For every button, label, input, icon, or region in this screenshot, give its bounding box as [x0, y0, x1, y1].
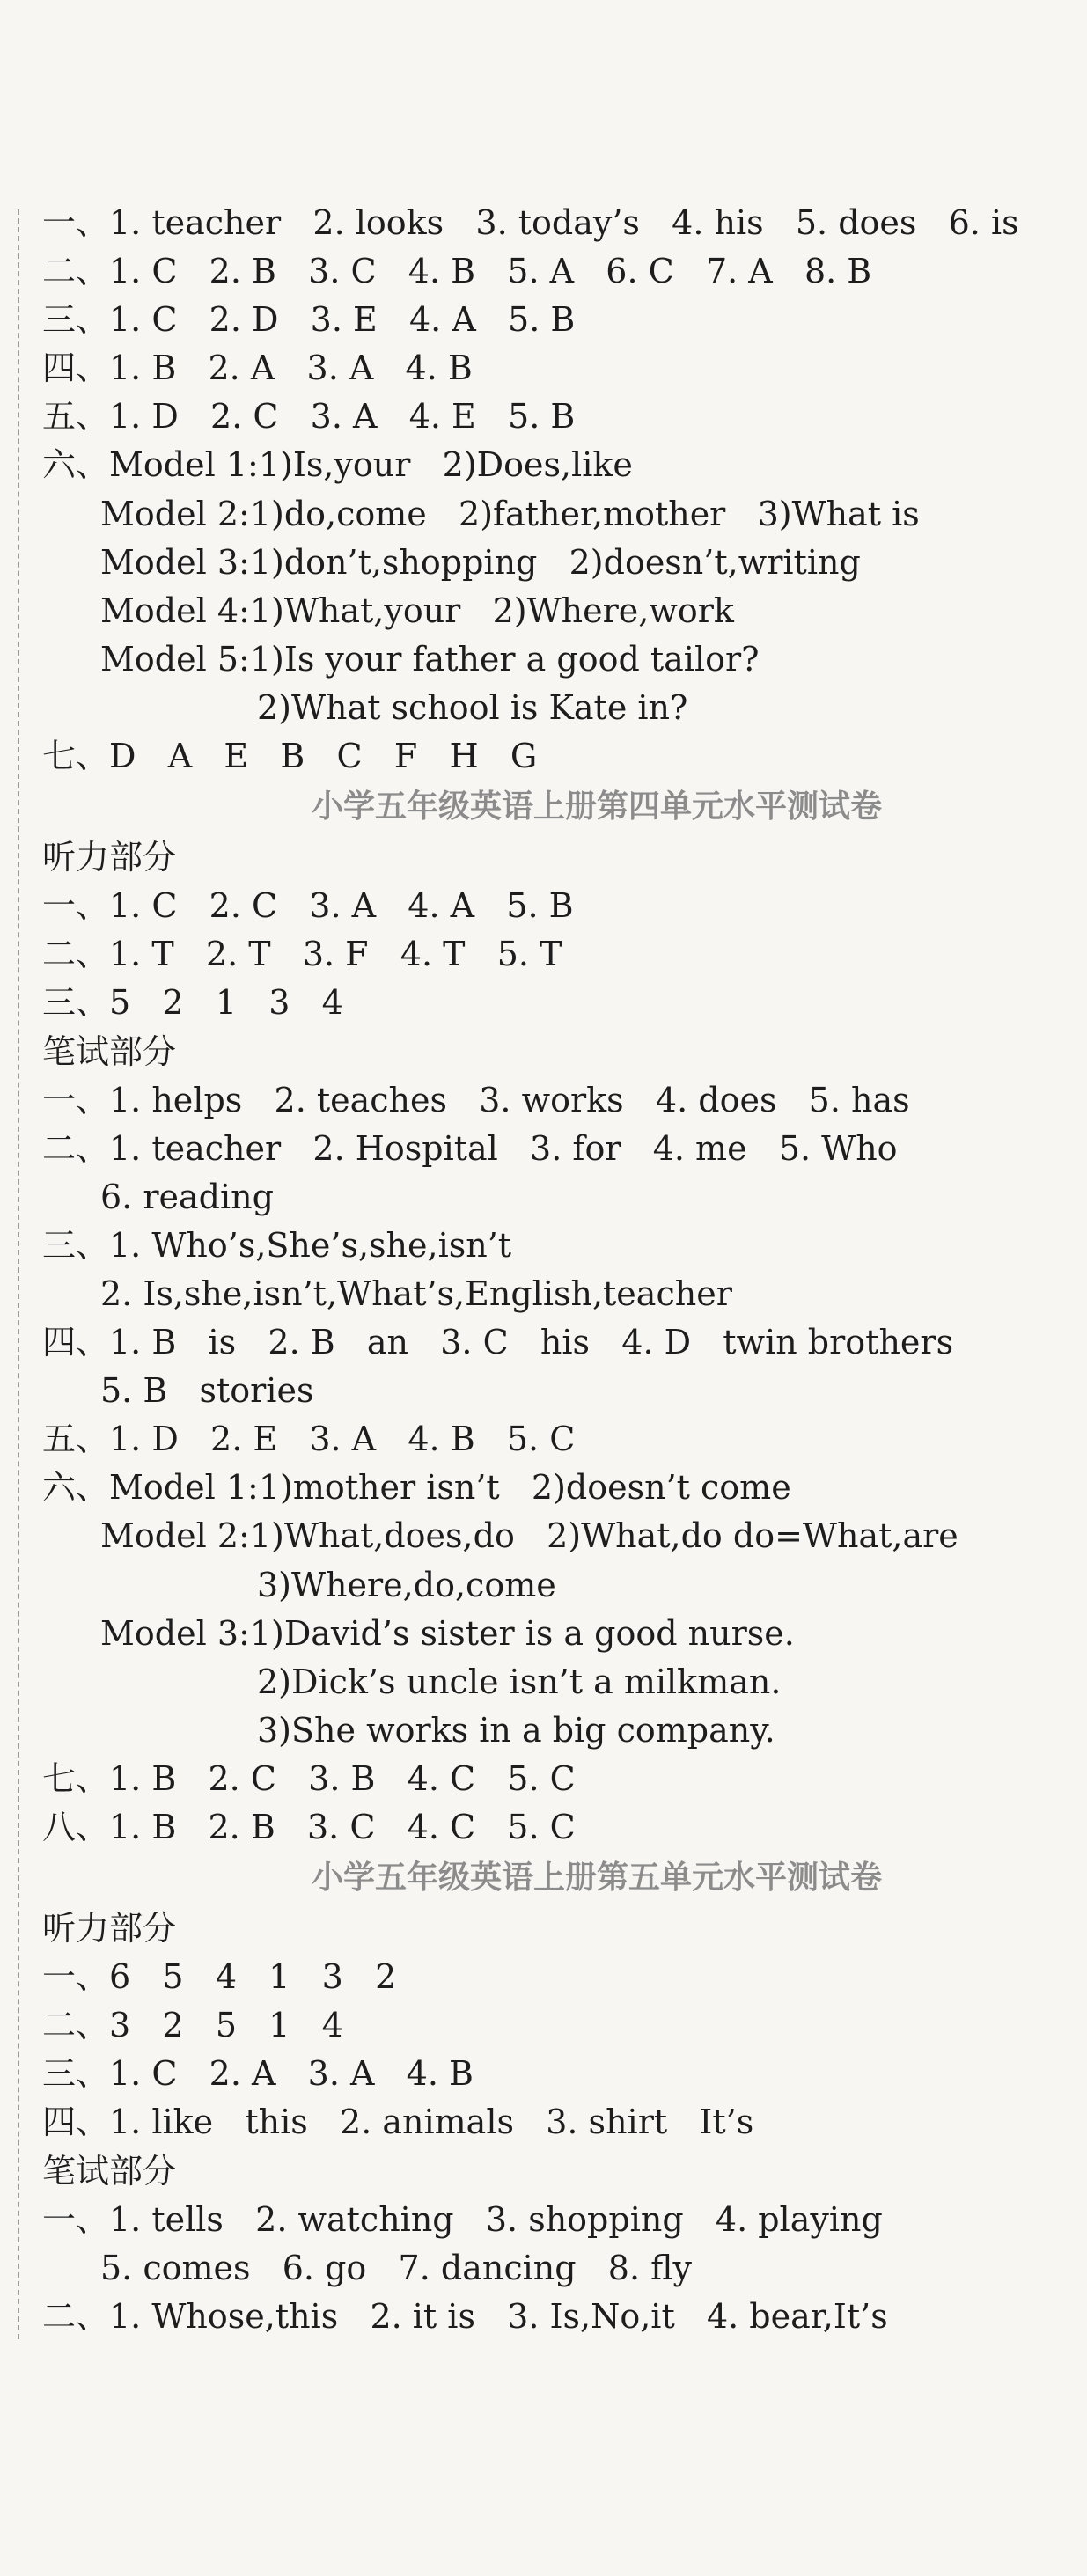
- unit3-answer-line: 二、1. C 2. B 3. C 4. B 5. A 6. C 7. A 8. B: [42, 252, 872, 291]
- unit5-written-line: 5. comes 6. go 7. dancing 8. fly: [100, 2248, 692, 2287]
- unit4-model-line: 3)She works in a big company.: [257, 1710, 775, 1750]
- unit5-written-label: 笔试部分: [42, 2151, 177, 2191]
- unit3-model5-line2: 2)What school is Kate in?: [257, 687, 688, 727]
- unit4-model-line: Model 3:1)David’s sister is a good nurse.: [100, 1613, 795, 1653]
- unit4-written-line: 三、1. Who’s,She’s,she,isn’t: [42, 1225, 512, 1265]
- answer-content: [42, 199, 1072, 2341]
- unit4-written-line: 2. Is,she,isn’t,What’s,English,teacher: [100, 1273, 732, 1313]
- unit5-listening-line: 一、6 5 4 1 3 2: [42, 1957, 397, 1997]
- unit4-written-label: 笔试部分: [42, 1031, 177, 1071]
- unit3-model-line: Model 3:1)don’t,shopping 2)doesn’t,writing: [100, 542, 861, 582]
- unit4-listening-line: 三、5 2 1 3 4: [42, 983, 343, 1023]
- unit4-listening-line: 二、1. T 2. T 3. F 4. T 5. T: [42, 935, 562, 974]
- unit4-model-line: Model 2:1)What,does,do 2)What,do do=What,are: [100, 1516, 958, 1556]
- unit3-answer-line: 三、1. C 2. D 3. E 4. A 5. B: [42, 300, 576, 340]
- unit5-written-line: 一、1. tells 2. watching 3. shopping 4. playing: [42, 2199, 883, 2239]
- unit4-listening-line: 一、1. C 2. C 3. A 4. A 5. B: [42, 886, 574, 926]
- unit5-listening-line: 二、3 2 5 1 4: [42, 2006, 343, 2045]
- unit3-answer-line: 四、1. B 2. A 3. A 4. B: [42, 349, 473, 388]
- unit4-written-line: 六、Model 1:1)mother isn’t 2)doesn’t come: [42, 1468, 791, 1508]
- unit4-written-line: 四、1. B is 2. B an 3. C his 4. D twin brothers: [42, 1323, 954, 1362]
- unit4-written-line: 6. reading: [100, 1177, 274, 1216]
- unit4-written-line: 二、1. teacher 2. Hospital 3. for 4. me 5. Who: [42, 1128, 898, 1168]
- unit3-q7-line: 七、D A E B C F H G: [42, 737, 538, 776]
- unit5-listening-line: 四、1. like this 2. animals 3. shirt It’s: [42, 2103, 754, 2142]
- unit4-written-line: 5. B stories: [100, 1371, 314, 1411]
- unit4-written-line: 八、1. B 2. B 3. C 4. C 5. C: [42, 1808, 576, 1846]
- unit3-model-line: Model 4:1)What,your 2)Where,work: [100, 591, 734, 630]
- unit3-model-line: Model 5:1)Is your father a good tailor?: [100, 639, 760, 679]
- unit5-title: 小学五年级英语上册第五单元水平测试卷: [311, 1860, 882, 1897]
- unit3-model-line: Model 2:1)do,come 2)father,mother 3)What is: [100, 494, 920, 533]
- unit4-written-line: 一、1. helps 2. teaches 3. works 4. does 5. has: [42, 1080, 910, 1119]
- unit4-written-line: 七、1. B 2. C 3. B 4. C 5. C: [42, 1758, 576, 1798]
- unit4-title: 小学五年级英语上册第四单元水平测试卷: [311, 789, 882, 826]
- unit5-listening-label: 听力部分: [42, 1909, 177, 1949]
- unit5-written-line: 二、1. Whose,this 2. it is 3. Is,No,it 4. bear,It’s: [42, 2296, 888, 2336]
- unit4-model-line: 3)Where,do,come: [257, 1565, 556, 1604]
- unit3-answer-line: 五、1. D 2. C 3. A 4. E 5. B: [42, 397, 576, 437]
- unit5-listening-line: 三、1. C 2. A 3. A 4. B: [42, 2054, 474, 2094]
- unit3-answer-line: 一、1. teacher 2. looks 3. today’s 4. his 5. does 6. is: [42, 203, 1019, 242]
- unit4-model-line: 2)Dick’s uncle isn’t a milkman.: [257, 1662, 782, 1701]
- unit4-written-line: 五、1. D 2. E 3. A 4. B 5. C: [42, 1420, 576, 1459]
- unit3-answer-line: 六、Model 1:1)Is,your 2)Does,like: [42, 445, 633, 485]
- unit4-listening-label: 听力部分: [42, 838, 177, 877]
